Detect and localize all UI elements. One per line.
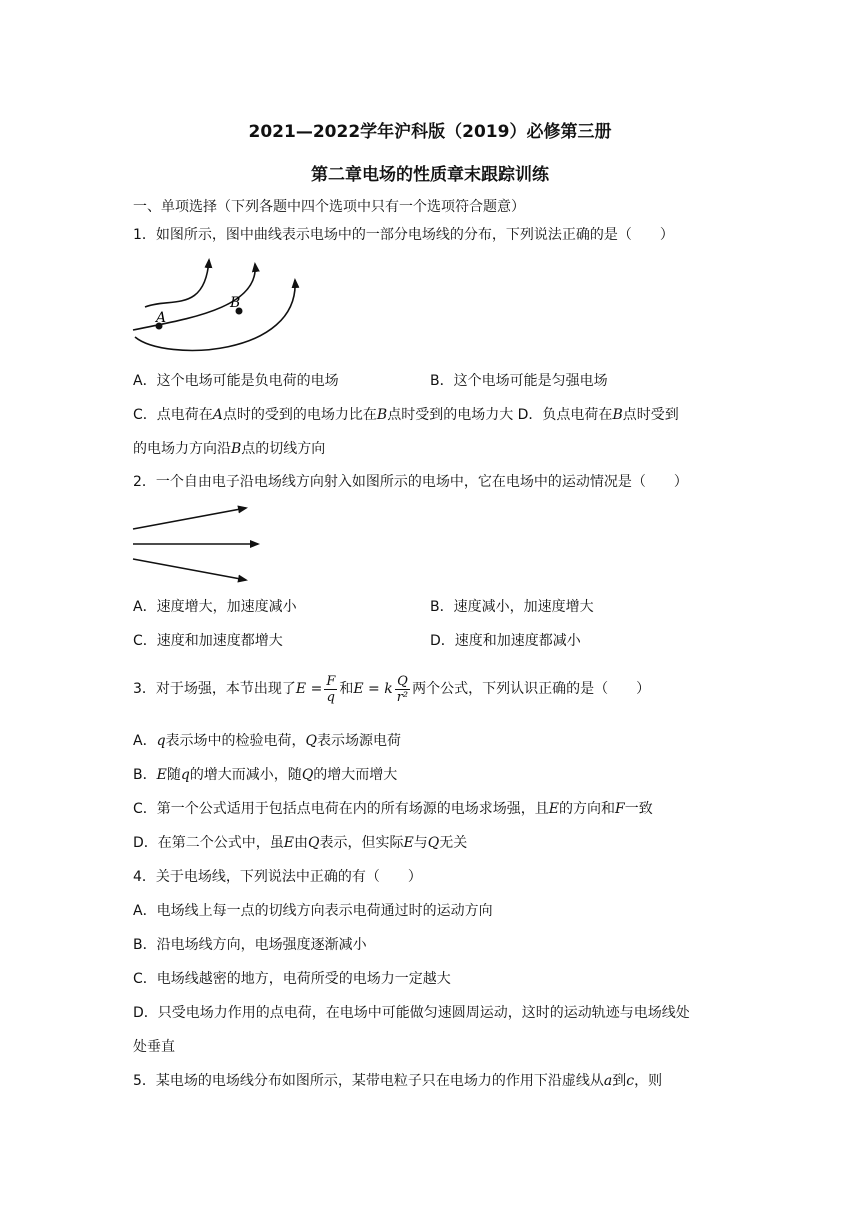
q1-option-d-line-2 <box>133 439 325 459</box>
q1-option-a: A．这个电场可能是负电荷的电场 <box>133 373 339 389</box>
q3-option-b-post: 的增大而增大 <box>313 767 398 783</box>
q3-option-c-pre: C．第一个公式适用于包括点电荷在内的所有场源的电场求场强，且 <box>133 801 549 817</box>
q3-option-b-mid2: 的增大而减小，随 <box>189 767 302 783</box>
q3-option-d-Q: Q <box>308 835 320 851</box>
label-a: A <box>156 310 167 326</box>
q5-stem-c: c <box>626 1073 635 1089</box>
q3-option-d-post: 无关 <box>439 835 468 851</box>
title-line-2: 第二章电场的性质章末跟踪训练 <box>311 165 549 185</box>
q3-option-a <box>133 731 401 751</box>
q3-option-c-F: F <box>615 801 625 817</box>
q3-option-a-Q: Q <box>305 733 318 749</box>
q4-option-d-line-2: 处垂直 <box>133 1039 175 1055</box>
q3-option-d-mid1: 由 <box>294 835 309 851</box>
q3-formula-1-lhs: E = <box>295 681 323 697</box>
q1-option-d-pre: D．负点电荷在 <box>517 407 613 423</box>
q1-option-c-mid: 点时的受到的电场力比在 <box>222 407 377 423</box>
q5-stem-a: a <box>603 1073 613 1089</box>
q2-option-d: D．速度和加速度都减小 <box>430 633 581 649</box>
q3-option-b-E: E <box>156 767 167 783</box>
q3-formula-2-den: r² <box>396 689 409 705</box>
q3-option-c-mid: 的方向和 <box>559 801 616 817</box>
q3-option-b-q: q <box>180 767 190 783</box>
q2-option-a: A．速度增大，加速度减小 <box>133 599 297 615</box>
q4-option-b: B．沿电场线方向，电场强度逐渐减小 <box>133 937 367 953</box>
q1-option-c-pre: C．点电荷在 <box>133 407 213 423</box>
title-line-1: 2021—2022学年沪科版（2019）必修第三册 <box>248 122 612 142</box>
q3-formula-1-num: F <box>326 673 336 689</box>
q3-option-b-mid1: 随 <box>166 767 181 783</box>
q3-stem-and: 和 <box>339 681 354 697</box>
label-b: B <box>230 295 241 311</box>
q3-formula-1-fraction <box>324 674 337 705</box>
question-5-stem <box>133 1071 662 1091</box>
figure-2-field-lines <box>128 500 268 590</box>
q3-option-a-pre: A． <box>133 733 157 749</box>
q3-stem-post: 两个公式，下列认识正确的是（ ） <box>412 681 651 697</box>
q3-option-b-pre: B． <box>133 767 157 783</box>
q3-option-b-Q: Q <box>301 767 314 783</box>
q4-option-d: D．只受电场力作用的点电荷，在电场中可能做匀速圆周运动，这时的运动轨迹与电场线处 <box>133 1005 690 1021</box>
q1-option-c-a: A <box>212 407 223 423</box>
q3-option-c-post: 一致 <box>624 801 653 817</box>
q2-option-b: B．速度减小，加速度增大 <box>430 599 594 615</box>
q1-option-d-post: 点时受到 <box>622 407 679 423</box>
q5-stem-mid: 到 <box>612 1073 627 1089</box>
q3-option-d-E: E <box>283 835 295 851</box>
q1-option-d-line2-pre: 的电场力方向沿 <box>133 441 231 457</box>
question-1-stem: 1．如图所示，图中曲线表示电场中的一部分电场线的分布，下列说法正确的是（ ） <box>133 227 674 243</box>
q3-option-d-E2: E <box>403 835 414 851</box>
q3-option-c-E: E <box>548 801 560 817</box>
q1-option-b: B．这个电场可能是匀强电场 <box>430 373 608 389</box>
q3-formula-2-num: Q <box>395 674 410 690</box>
q3-formula-2-fraction <box>395 674 410 705</box>
q3-option-d-Q2: Q <box>427 835 440 851</box>
q3-option-c <box>133 799 653 819</box>
figure-1-field-lines <box>125 252 315 362</box>
question-2-stem: 2．一个自由电子沿电场线方向射入如图所示的电场中，它在电场中的运动情况是（ ） <box>133 474 688 490</box>
q2-option-c: C．速度和加速度都增大 <box>133 633 283 649</box>
q1-option-d-b: B <box>612 407 623 423</box>
q3-option-d-mid2: 表示，但实际 <box>319 835 404 851</box>
q3-option-a-mid: 表示场中的检验电荷， <box>165 733 306 749</box>
q3-option-a-post: 表示场源电荷 <box>317 733 402 749</box>
q1-option-d-line2-post: 点的切线方向 <box>241 441 326 457</box>
q3-formula-1-den: q <box>326 689 335 705</box>
q3-option-d <box>133 833 467 853</box>
q1-option-c-d-line <box>133 405 679 425</box>
q3-option-a-q: q <box>156 733 166 749</box>
q3-option-b <box>133 765 397 785</box>
section-heading: 一、单项选择（下列各题中四个选项中只有一个选项符合题意） <box>133 199 525 215</box>
q3-formula-2-lhs: E = k <box>353 681 393 697</box>
q3-stem-pre: 3．对于场强，本节出现了 <box>133 681 296 697</box>
q3-option-d-pre: D．在第二个公式中，虽 <box>133 835 284 851</box>
q5-stem-pre: 5．某电场的电场线分布如图所示，某带电粒子只在电场力的作用下沿虚线从 <box>133 1073 604 1089</box>
question-3-stem <box>133 669 650 709</box>
question-4-stem: 4．关于电场线，下列说法中正确的有（ ） <box>133 869 422 885</box>
q4-option-c: C．电场线越密的地方，电荷所受的电场力一定越大 <box>133 971 451 987</box>
q4-option-a: A．电场线上每一点的切线方向表示电荷通过时的运动方向 <box>133 903 493 919</box>
q1-option-c-post: 点时受到的电场力大 <box>387 407 514 423</box>
q3-option-d-mid3: 与 <box>413 835 428 851</box>
q1-option-d-line2-b: B <box>231 441 242 457</box>
q5-stem-post: ，则 <box>634 1073 663 1089</box>
q1-option-c-b: B <box>376 407 388 423</box>
